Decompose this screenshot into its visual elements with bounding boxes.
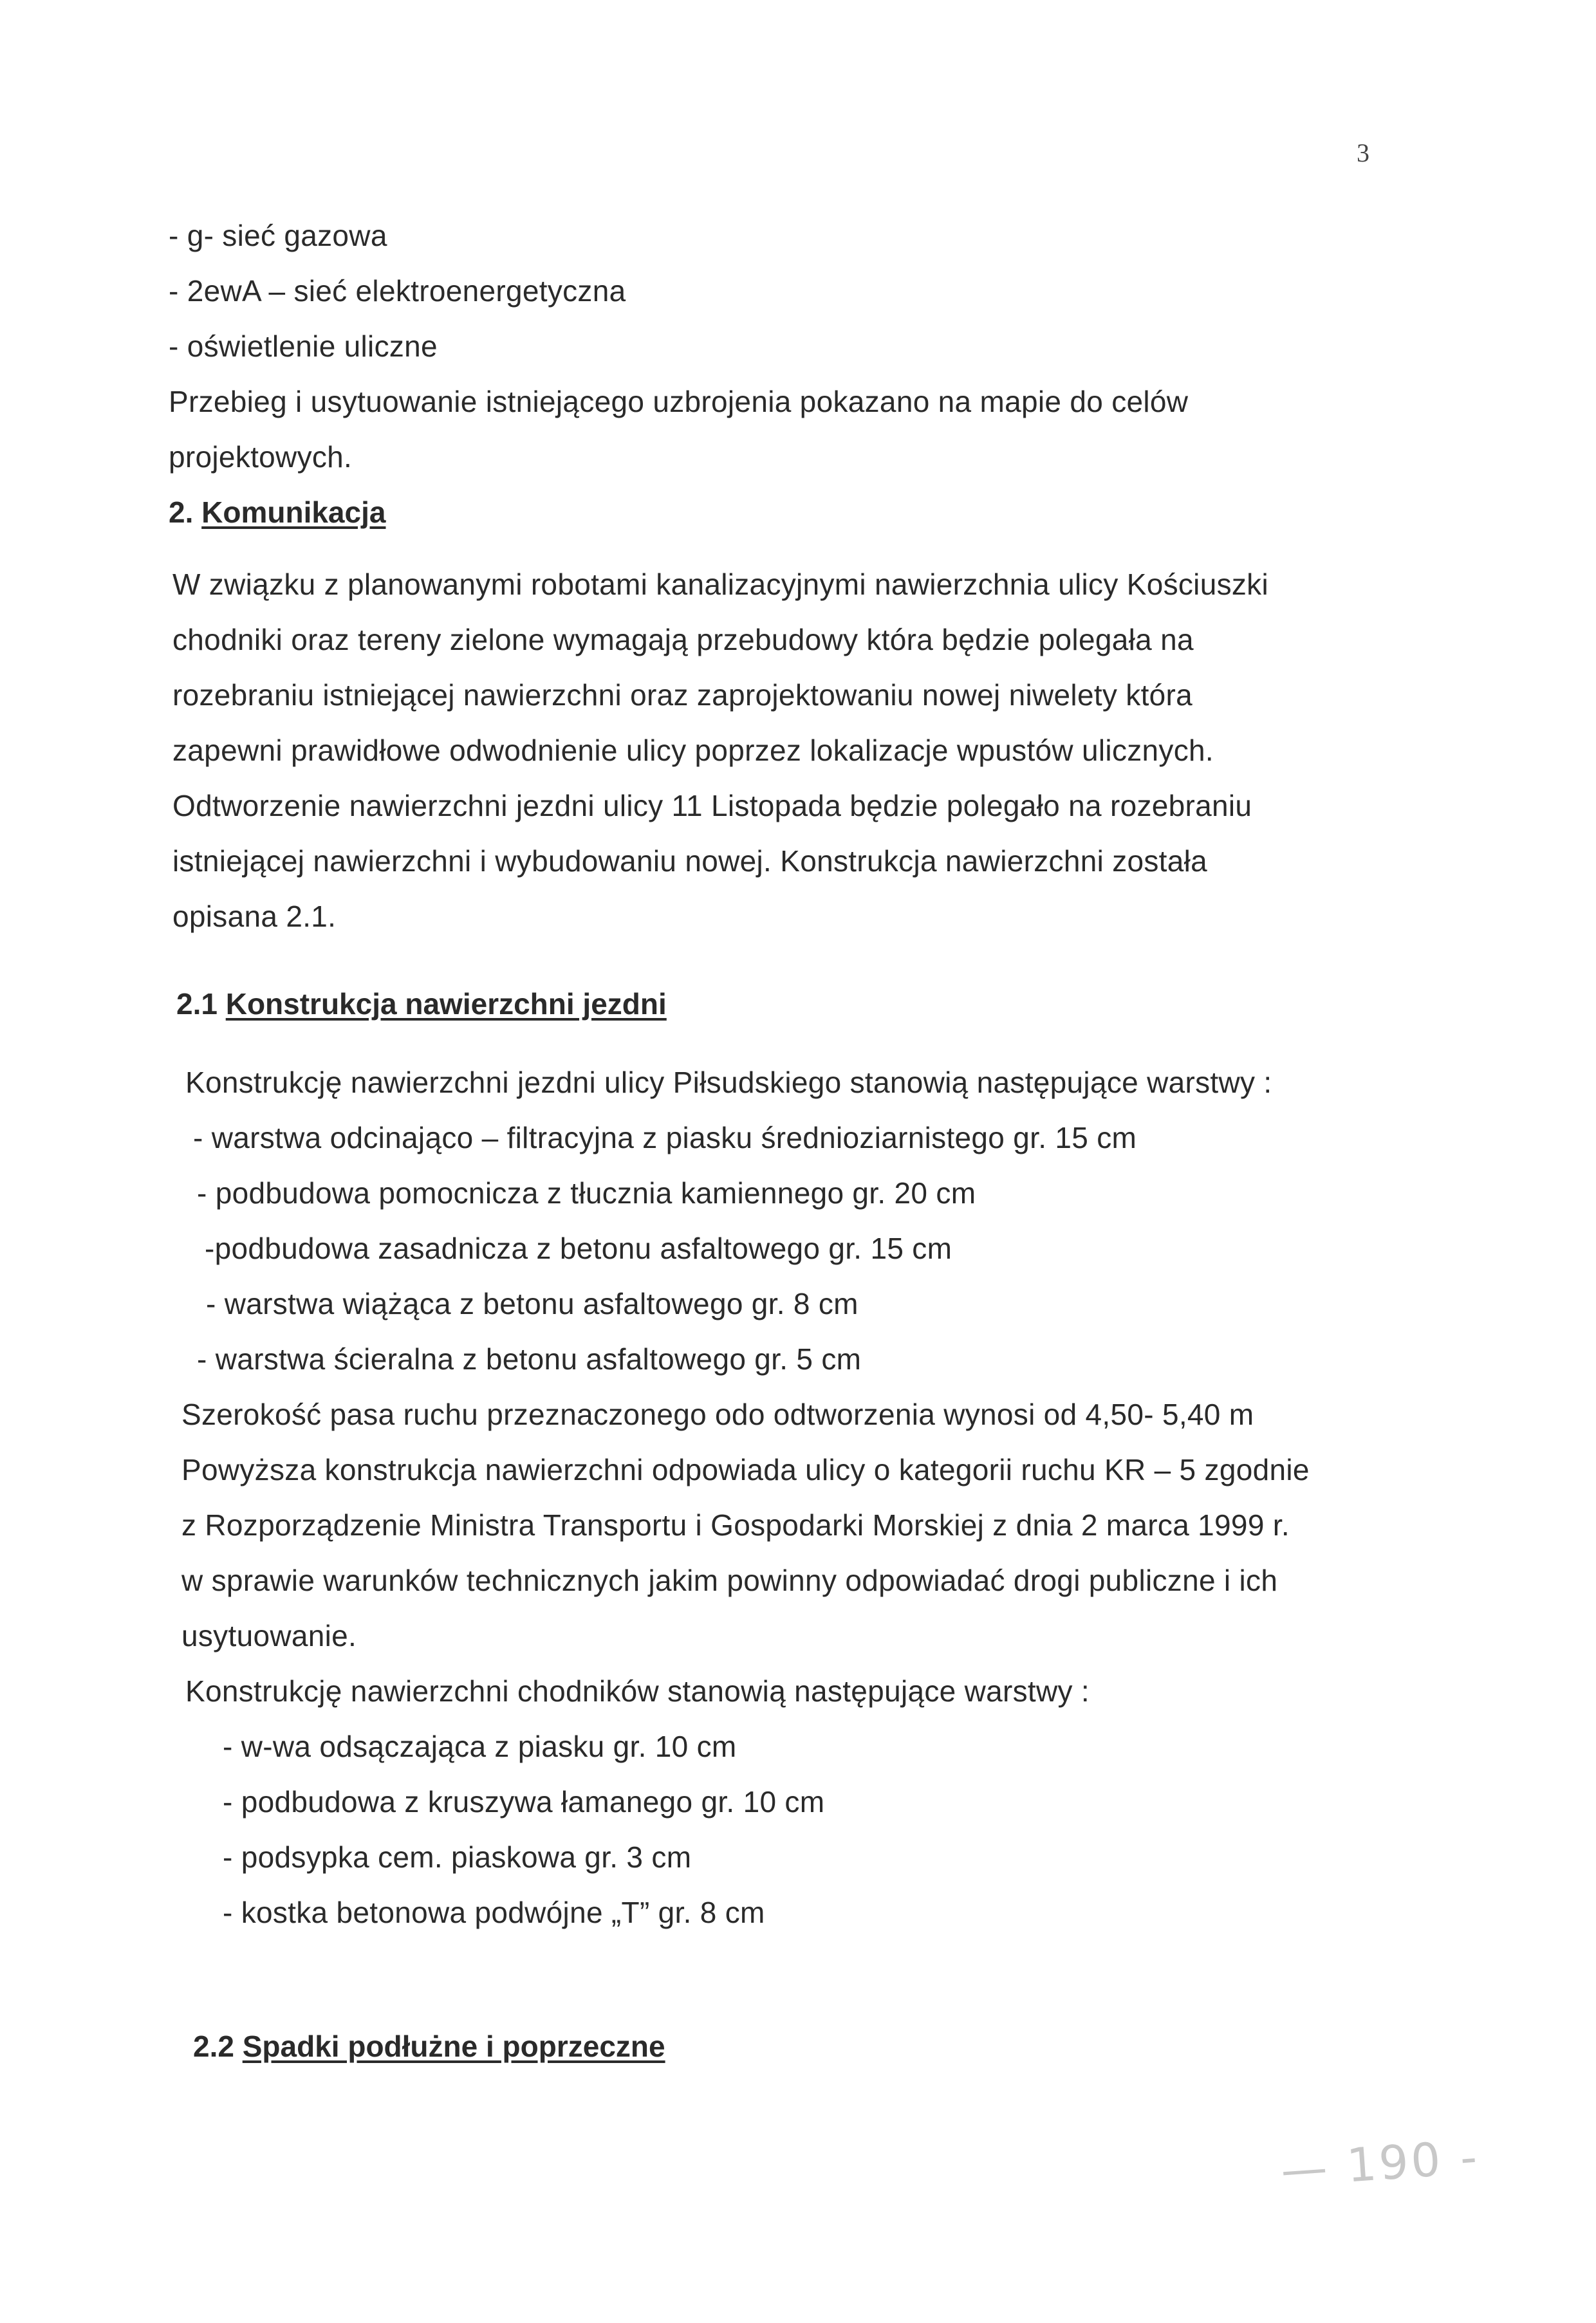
section-title: Konstrukcja nawierzchni jezdni xyxy=(225,987,667,1021)
utility-list-item: - g- sieć gazowa xyxy=(169,219,387,252)
layer-list-item: - kostka betonowa podwójne „T” gr. 8 cm xyxy=(223,1896,765,1929)
section-number: 2.1 xyxy=(176,987,218,1021)
paragraph-line: projektowych. xyxy=(169,440,353,474)
section-heading-2-1 xyxy=(176,986,667,1022)
paragraph-line: chodniki oraz tereny zielone wymagają przebudowy która będzie polegała na xyxy=(172,623,1194,656)
layer-list-item: - podbudowa z kruszywa łamanego gr. 10 cm xyxy=(223,1785,825,1819)
paragraph-line: W związku z planowanymi robotami kanalizacyjnymi nawierzchnia ulicy Kościuszki xyxy=(172,568,1269,601)
paragraph-line: Konstrukcję nawierzchni chodników stanowią następujące warstwy : xyxy=(185,1674,1090,1708)
layer-list-item: - podbudowa pomocnicza z tłucznia kamiennego gr. 20 cm xyxy=(197,1176,976,1210)
layer-list-item: - warstwa ścieralna z betonu asfaltowego gr. 5 cm xyxy=(197,1342,862,1376)
handwritten-page-mark: — 190 - xyxy=(1279,2129,1481,2198)
utility-list-item: - oświetlenie uliczne xyxy=(169,329,438,363)
paragraph-line: opisana 2.1. xyxy=(172,900,337,933)
section-title: Spadki podłużne i poprzeczne xyxy=(242,2030,665,2063)
section-heading-2-2 xyxy=(193,2028,665,2064)
layer-list-item: - warstwa odcinająco – filtracyjna z piasku średnioziarnistego gr. 15 cm xyxy=(193,1121,1137,1154)
section-number: 2.2 xyxy=(193,2030,234,2063)
layer-list-item: - podsypka cem. piaskowa gr. 3 cm xyxy=(223,1840,692,1874)
layer-list-item: -podbudowa zasadnicza z betonu asfaltowego gr. 15 cm xyxy=(205,1232,952,1265)
section-heading-2 xyxy=(169,494,385,530)
paragraph-line: Powyższa konstrukcja nawierzchni odpowiada ulicy o kategorii ruchu KR – 5 zgodnie xyxy=(181,1453,1310,1486)
page-number: 3 xyxy=(1357,138,1369,167)
paragraph-line: Konstrukcję nawierzchni jezdni ulicy Piłsudskiego stanowią następujące warstwy : xyxy=(185,1066,1272,1099)
layer-list-item: - warstwa wiążąca z betonu asfaltowego gr. 8 cm xyxy=(206,1287,858,1320)
paragraph-line: usytuowanie. xyxy=(181,1619,357,1652)
layer-list-item: - w-wa odsączająca z piasku gr. 10 cm xyxy=(223,1730,737,1763)
paragraph-line: z Rozporządzenie Ministra Transportu i Gospodarki Morskiej z dnia 2 marca 1999 r. xyxy=(181,1508,1290,1542)
paragraph-line: Odtworzenie nawierzchni jezdni ulicy 11 Listopada będzie polegało na rozebraniu xyxy=(172,789,1252,822)
section-title: Komunikacja xyxy=(201,495,386,529)
paragraph-line: Szerokość pasa ruchu przeznaczonego odo odtworzenia wynosi od 4,50- 5,40 m xyxy=(181,1398,1254,1431)
utility-list-item: - 2ewA – sieć elektroenergetyczna xyxy=(169,274,626,308)
paragraph-line: rozebraniu istniejącej nawierzchni oraz zaprojektowaniu nowej niwelety która xyxy=(172,678,1193,712)
paragraph-line: w sprawie warunków technicznych jakim powinny odpowiadać drogi publiczne i ich xyxy=(181,1564,1278,1597)
paragraph-line: zapewni prawidłowe odwodnienie ulicy poprzez lokalizacje wpustów ulicznych. xyxy=(172,734,1214,767)
paragraph-line: istniejącej nawierzchni i wybudowaniu nowej. Konstrukcja nawierzchni została xyxy=(172,844,1208,878)
paragraph-line: Przebieg i usytuowanie istniejącego uzbrojenia pokazano na mapie do celów xyxy=(169,385,1189,418)
section-number: 2. xyxy=(169,495,194,529)
